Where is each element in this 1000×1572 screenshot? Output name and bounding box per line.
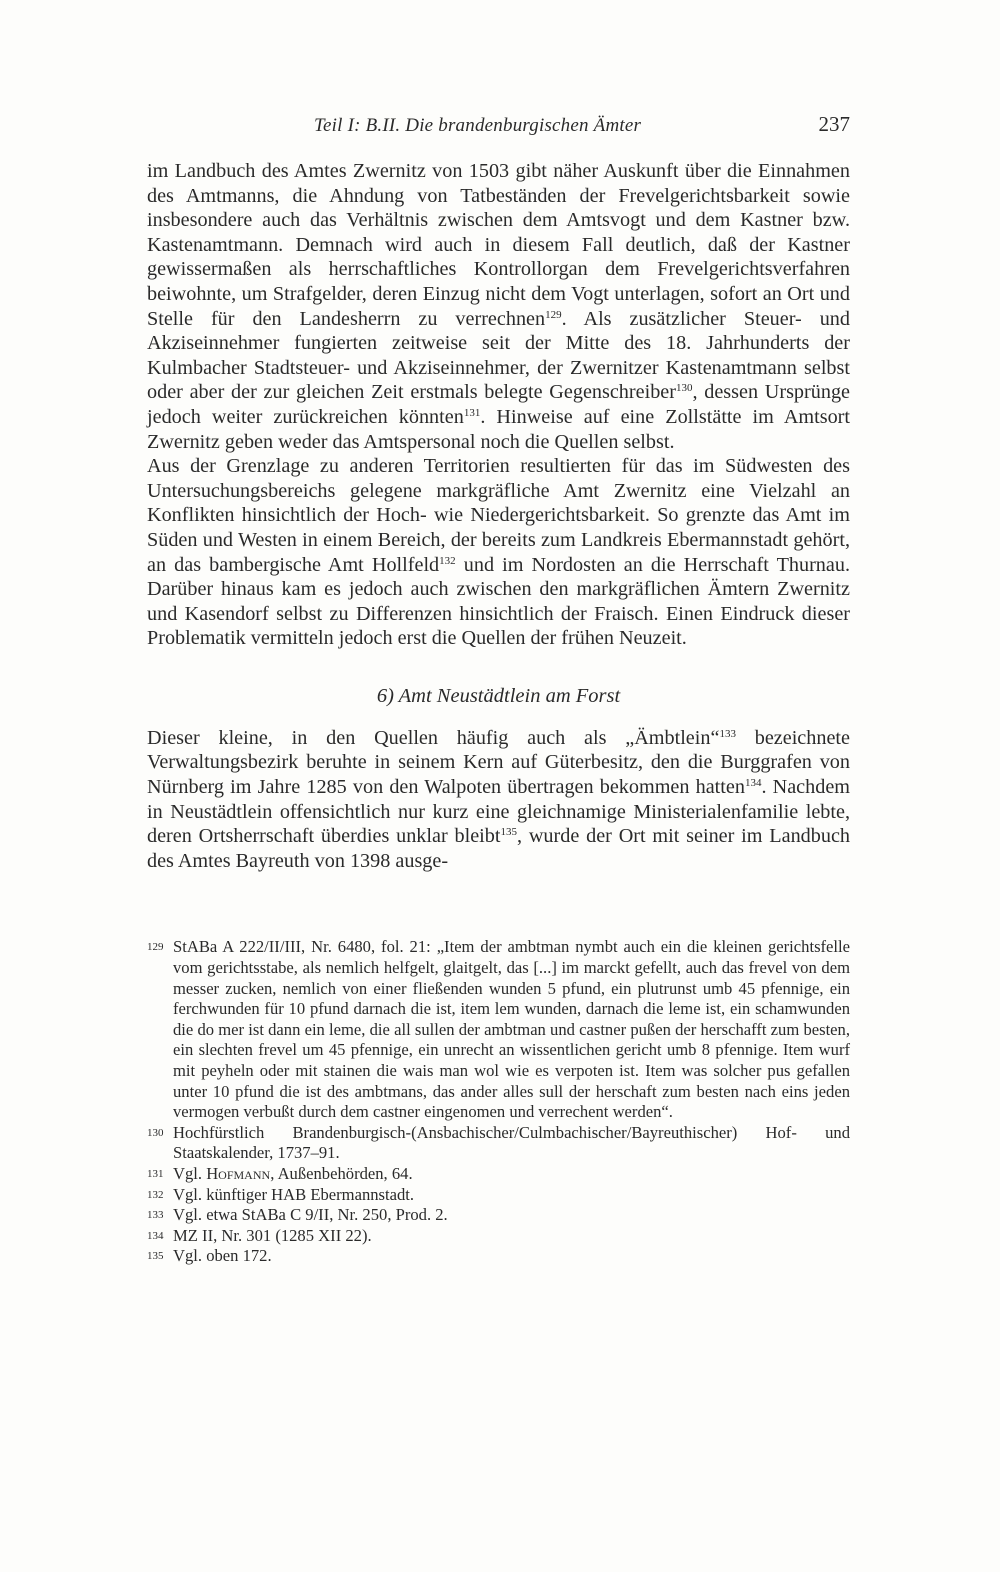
footnote-text: StABa A 222/II/III, Nr. 6480, fol. 21: „Item der ambtman nymbt auch ein die kleinen gerichtsfelle vom gerichtsstabe, als nemlich helfgelt, glaitgelt, das [...] im marckt gefellt, auch das frevel von dem messer zucken, nemlich von einer fließenden wunden 5 pfund, ein plutrunst umb 45 pfennige, ein ferchwunden für 10 pfund darnach die ist, item lem wunden, darnach die leme ist, ein schamwunden die do mer ist dann ein leme, die all sullen der ambtman und castner pußen der herschafft zum besten, ein slechten frevel um 45 pfennige, ein unrecht an wissentlichen gericht umb 8 pfennige. Item wurf mit peyheln oder mit stainen die wais man wol wie es verpoten ist. Item was solcher pus gefallen unter 10 pfund die ist des ambtmans, das ander alles sull der herschaft zum besten nach eins jeden vermogen verbußt durch dem castner eingenomen und verrechent werden“.	[173, 937, 850, 1122]
footnote-number: 133	[147, 1209, 164, 1222]
footnote-text: Hochfürstlich Brandenburgisch-(Ansbachischer/Culmbachischer/Bayreuthischer) Hof- und Staatskalender, 1737–91.	[173, 1122, 850, 1163]
footnote	[147, 1123, 850, 1164]
footnote-ref[interactable]: 129	[545, 308, 562, 321]
footnote	[147, 1226, 850, 1247]
text-run: Dieser kleine, in den Quellen häufig auch als „Ämbtlein“	[147, 726, 720, 749]
text-run: . Hinweise auf eine Zollstätte im Amtsort Zwernitz geben weder das Amtspersonal noch die Quellen selbst.	[147, 405, 850, 453]
text-run: und im Nordosten an die Herrschaft Thurnau. Darüber hinaus kam es jedoch auch zwischen den markgräflichen Ämtern Zwernitz und Kasendorf selbst zu Differenzen hinsichtlich der Fraisch. Einen Eindruck dieser Problematik vermitteln jedoch erst die Quellen der frühen Neuzeit.	[147, 553, 850, 650]
text-run: Aus der Grenzlage zu anderen Territorien resultierten für das im Südwesten des Untersuchungsbereichs gelegene markgräfliche Amt Zwernitz eine Vielzahl an Konflikten hinsichtlich der Hoch- wie Niedergerichtsbarkeit. So grenzte das Amt im Süden und Westen in einem Bereich, der bereits zum Landkreis Ebermannstadt gehört, an das bambergische Amt Hollfeld	[147, 455, 850, 576]
book-page	[147, 112, 850, 1267]
footnote-text	[173, 1164, 850, 1185]
text-run: . Nachdem in Neustädtlein offensichtlich nur kurz eine gleichnamige Ministerialenfamilie lebte, deren Ortsherrschaft überdies unklar bleibt	[147, 776, 850, 848]
paragraph-zwernitz-borders	[147, 454, 850, 651]
footnote-number: 134	[147, 1229, 164, 1242]
text-run: im Landbuch des Amtes Zwernitz von 1503 gibt näher Auskunft über die Einnahmen des Amtmanns, die Ahndung von Tatbeständen der Frevelgerichtsbarkeit sowie insbesondere auch das Verhältnis zwischen dem Amtsvogt und dem Kastner bzw. Kastenamtmann. Demnach wird auch in diesem Fall deutlich, daß der Kastner gewissermaßen als herrschaftliches Kontrollorgan dem Frevelgerichtsverfahren beiwohnte, um Strafgelder, deren Einzug nicht dem Vogt unterlagen, sofort an Ort und Stelle für den Landesherrn zu verrechnen	[147, 160, 850, 330]
paragraph-zwernitz-revenues	[147, 159, 850, 454]
footnote-number: 135	[147, 1250, 164, 1263]
footnote	[147, 1205, 850, 1226]
footnote	[147, 1185, 850, 1206]
footnote	[147, 1246, 850, 1267]
section-heading: 6) Amt Neustädtlein am Forst	[376, 684, 621, 707]
footnote-text: Vgl. etwa StABa C 9/II, Nr. 250, Prod. 2.	[173, 1205, 448, 1225]
footnote-text: Vgl. künftiger HAB Ebermannstadt.	[173, 1184, 415, 1204]
running-head: Teil I: B.II. Die brandenburgischen Ämter	[314, 115, 642, 136]
footnote-text: MZ II, Nr. 301 (1285 XII 22).	[173, 1225, 372, 1245]
footnote-ref[interactable]: 131	[463, 406, 481, 419]
footnote-number: 130	[147, 1126, 164, 1139]
footnote-number: 132	[147, 1188, 164, 1201]
text-run: , wurde der Ort mit seiner im Landbuch des Amtes Bayreuth von 1398 ausge-	[147, 825, 850, 872]
page-number: 237	[818, 112, 850, 136]
text-run: bezeichnete Verwaltungsbezirk beruhte in seinem Kern auf Güterbesitz, den die Burggrafen von Nürnberg im Jahre 1285 von den Walpoten übertragen bekommen hatten	[147, 726, 850, 799]
page-header	[147, 112, 850, 137]
footnote-number: 129	[147, 941, 164, 954]
footnote-text: Vgl. oben 172.	[173, 1246, 272, 1266]
footnote-number: 131	[147, 1167, 164, 1180]
footnote-ref[interactable]: 134	[744, 777, 762, 790]
paragraph-neustaedtlein	[147, 726, 850, 874]
footnote-ref[interactable]: 132	[439, 554, 456, 567]
footnote	[147, 1164, 850, 1185]
footnote	[147, 937, 850, 1122]
text-run: , dessen Ursprünge jedoch weiter zurückreichen könnten	[147, 381, 850, 428]
footnote-ref[interactable]: 130	[675, 382, 693, 395]
footnotes	[147, 937, 850, 1267]
footnote-ref[interactable]: 133	[719, 727, 736, 740]
author-name: Hofmann	[206, 1163, 271, 1183]
text-run: Vgl.	[173, 1163, 207, 1183]
footnote-ref[interactable]: 135	[500, 826, 517, 839]
text-run: . Als zusätzlicher Steuer- und Akziseinnehmer fungierten zeitweise seit der Mitte des 18. Jahrhunderts der Kulmbacher Stadtsteuer- und Akziseinnehmer, der Zwernitzer Kastenamtmann selbst oder aber der zur gleichen Zeit erstmals belegte Gegenschreiber	[147, 307, 850, 404]
text-run: , Außenbehörden, 64.	[270, 1163, 413, 1183]
